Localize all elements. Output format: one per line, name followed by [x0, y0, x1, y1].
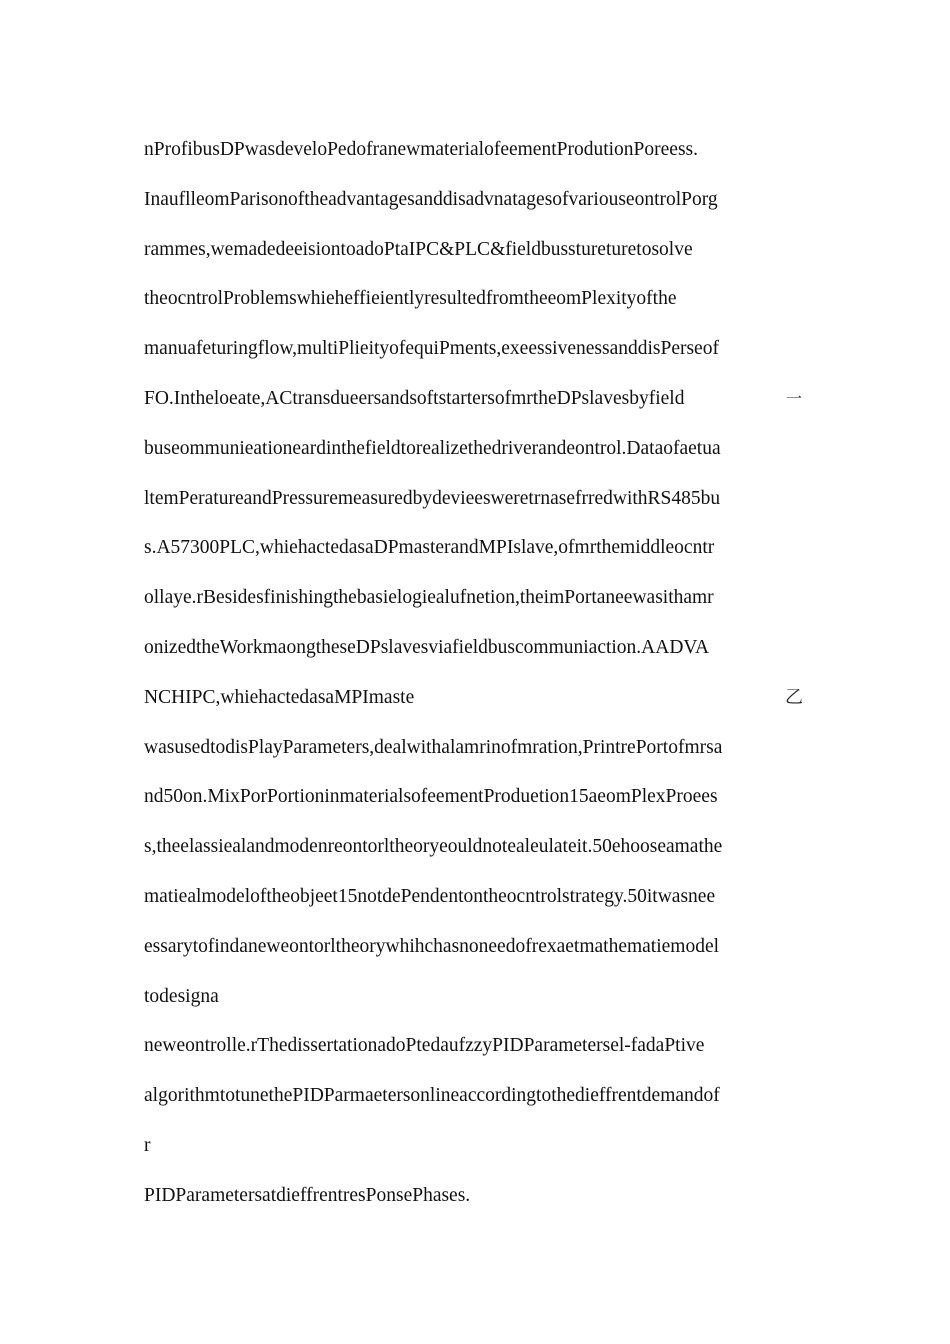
line-text: neweontrolle.rThedissertationadoPtedaufzzyPIDParametersel-fadaPtive — [144, 1035, 705, 1057]
text-line — [144, 225, 824, 275]
line-text: theocntrolProblemswhieheffieientlyresultedfromtheeomPlexityofthe — [144, 288, 677, 310]
text-line — [144, 424, 824, 474]
text-line — [144, 922, 824, 972]
line-text: rammes,wemadedeeisiontoadoPtaIPC&PLC&fieldbusstureturetosolve — [144, 238, 693, 260]
line-text: todesigna — [144, 985, 219, 1007]
margin-dash-mark: 一 — [786, 388, 803, 408]
text-line — [144, 523, 824, 573]
text-line — [144, 673, 824, 723]
text-line — [144, 1021, 824, 1071]
line-text: algorithmtotunethePIDParmaetersonlineaccordingtothedieffrentdemandof — [144, 1085, 720, 1107]
margin-yi-mark: 乙 — [785, 686, 803, 708]
text-line — [144, 274, 824, 324]
text-line — [144, 772, 824, 822]
text-line — [144, 474, 824, 524]
line-text: s,theelassiealandmodenreontorltheoryeouldnotealeulateit.50ehooseamathe — [144, 836, 723, 858]
text-line — [144, 374, 824, 424]
text-line — [144, 623, 824, 673]
text-line — [144, 1071, 824, 1121]
line-text: wasusedtodisPlayParameters,dealwithalamrinofmration,PrintrePortofmrsa — [144, 736, 723, 758]
text-line — [144, 573, 824, 623]
text-line — [144, 125, 824, 175]
line-text: nd50on.MixPorPortioninmaterialsofeementProduetion15aeomPlexProees — [144, 786, 718, 808]
line-text: essarytofindaneweontorltheorywhihchasnoneedofrexaetmathematiemodel — [144, 935, 720, 957]
line-text: ollaye.rBesidesfinishingthebasielogiealufnetion,theimPortaneewasithamr — [144, 587, 714, 609]
text-line — [144, 723, 824, 773]
line-text: matiealmodeloftheobjeet15notdePendentontheocntrolstrategy.50itwasnee — [144, 885, 716, 907]
line-text: FO.Intheloeate,ACtransdueersandsoftstartersofmrtheDPslavesbyfield — [144, 387, 685, 409]
text-line — [144, 1171, 824, 1221]
line-text: ltemPeratureandPressuremeasuredbydevieesweretrnasefrredwithRS485bu — [144, 487, 721, 509]
text-line — [144, 175, 824, 225]
line-text: buseommunieationeardinthefieldtorealizethedriverandeontrol.Dataofaetua — [144, 437, 721, 459]
line-text: InauflleomParisonoftheadvantagesanddisadvnatagesofvariouseontrolPorg — [144, 188, 718, 210]
line-text: nProfibusDPwasdeveloPedofranewmaterialofeementProdutionPoreess. — [144, 139, 698, 160]
line-text: r — [144, 1134, 151, 1156]
text-line — [144, 324, 824, 374]
text-line — [144, 972, 824, 1022]
line-text: manuafeturingflow,multiPlieityofequiPments,exeessivenessanddisPerseof — [144, 338, 719, 360]
abstract-text — [144, 125, 824, 1221]
text-line — [144, 872, 824, 922]
line-text: PIDParametersatdieffrentresPonsePhases. — [144, 1184, 471, 1206]
line-text: onizedtheWorkmaongtheseDPslavesviafieldbuscommuniaction.AADVA — [144, 636, 710, 658]
line-text: s.A57300PLC,whiehactedasaDPmasterandMPIslave,ofmrthemiddleocntr — [144, 537, 715, 559]
text-line — [144, 1121, 824, 1171]
line-text: NCHIPC,whiehactedasaMPImaste — [144, 686, 415, 708]
text-line — [144, 822, 824, 872]
